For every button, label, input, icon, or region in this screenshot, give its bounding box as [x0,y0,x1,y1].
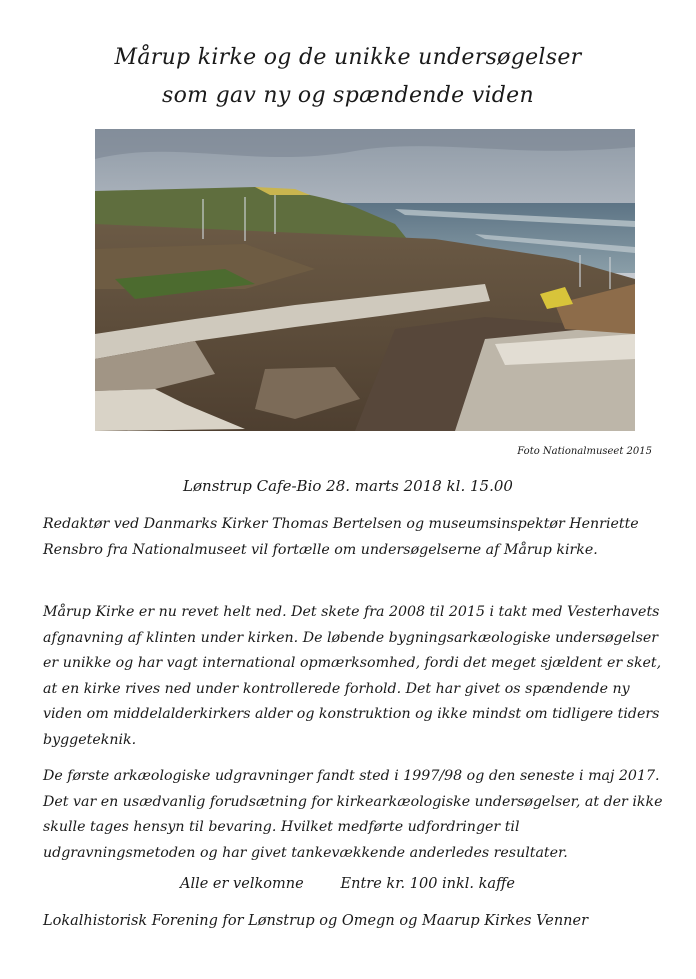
excavation-photo [95,129,635,431]
excavation-paragraph: De første arkæologiske udgravninger fandt sted i 1997/98 og den seneste i maj 2017. Det var en usædvanlig forudsætning for kirkearkæologiske undersøgelser, at der ikke skulle tages hensyn til bevaring. Hvilket medførte udfordringer til udgravningsmetoden og har givet tankevækkende anderledes resultater. [43,768,663,861]
welcome-line [180,876,515,892]
title-line-2: som gav ny og spændende viden [162,83,534,108]
event-details: Lønstrup Cafe-Bio 28. marts 2018 kl. 15.00 [183,477,513,495]
photo-credit: Foto Nationalmuseet 2015 [517,446,652,457]
title-line-1: Mårup kirke og de unikke undersøgelser [114,45,582,70]
organizer-footer: Lokalhistorisk Forening for Lønstrup og Omegn og Maarup Kirkes Venner [43,913,589,929]
background-paragraph: Mårup Kirke er nu revet helt ned. Det skete fra 2008 til 2015 i takt med Vesterhavets afgnavning af klinten under kirken. De løbende bygningsarkæologiske undersøgelser er unikke og har vagt international opmærksomhed, fordi det meget sjældent er sket, at en kirke rives ned under kontrollerede forhold. Det har givet os spændende ny viden om middelalderkirkers alder og konstruktion og ikke mindst om tidligere tiders byggeteknik. [43,604,662,748]
intro-paragraph: Redaktør ved Danmarks Kirker Thomas Bertelsen og museumsinspektør Henriette Rensbro fra Nationalmuseet vil fortælle om undersøgelserne af Mårup kirke. [43,516,639,558]
entry-price: Entre kr. 100 inkl. kaffe [340,876,515,892]
welcome-text: Alle er velkomne [180,876,304,892]
